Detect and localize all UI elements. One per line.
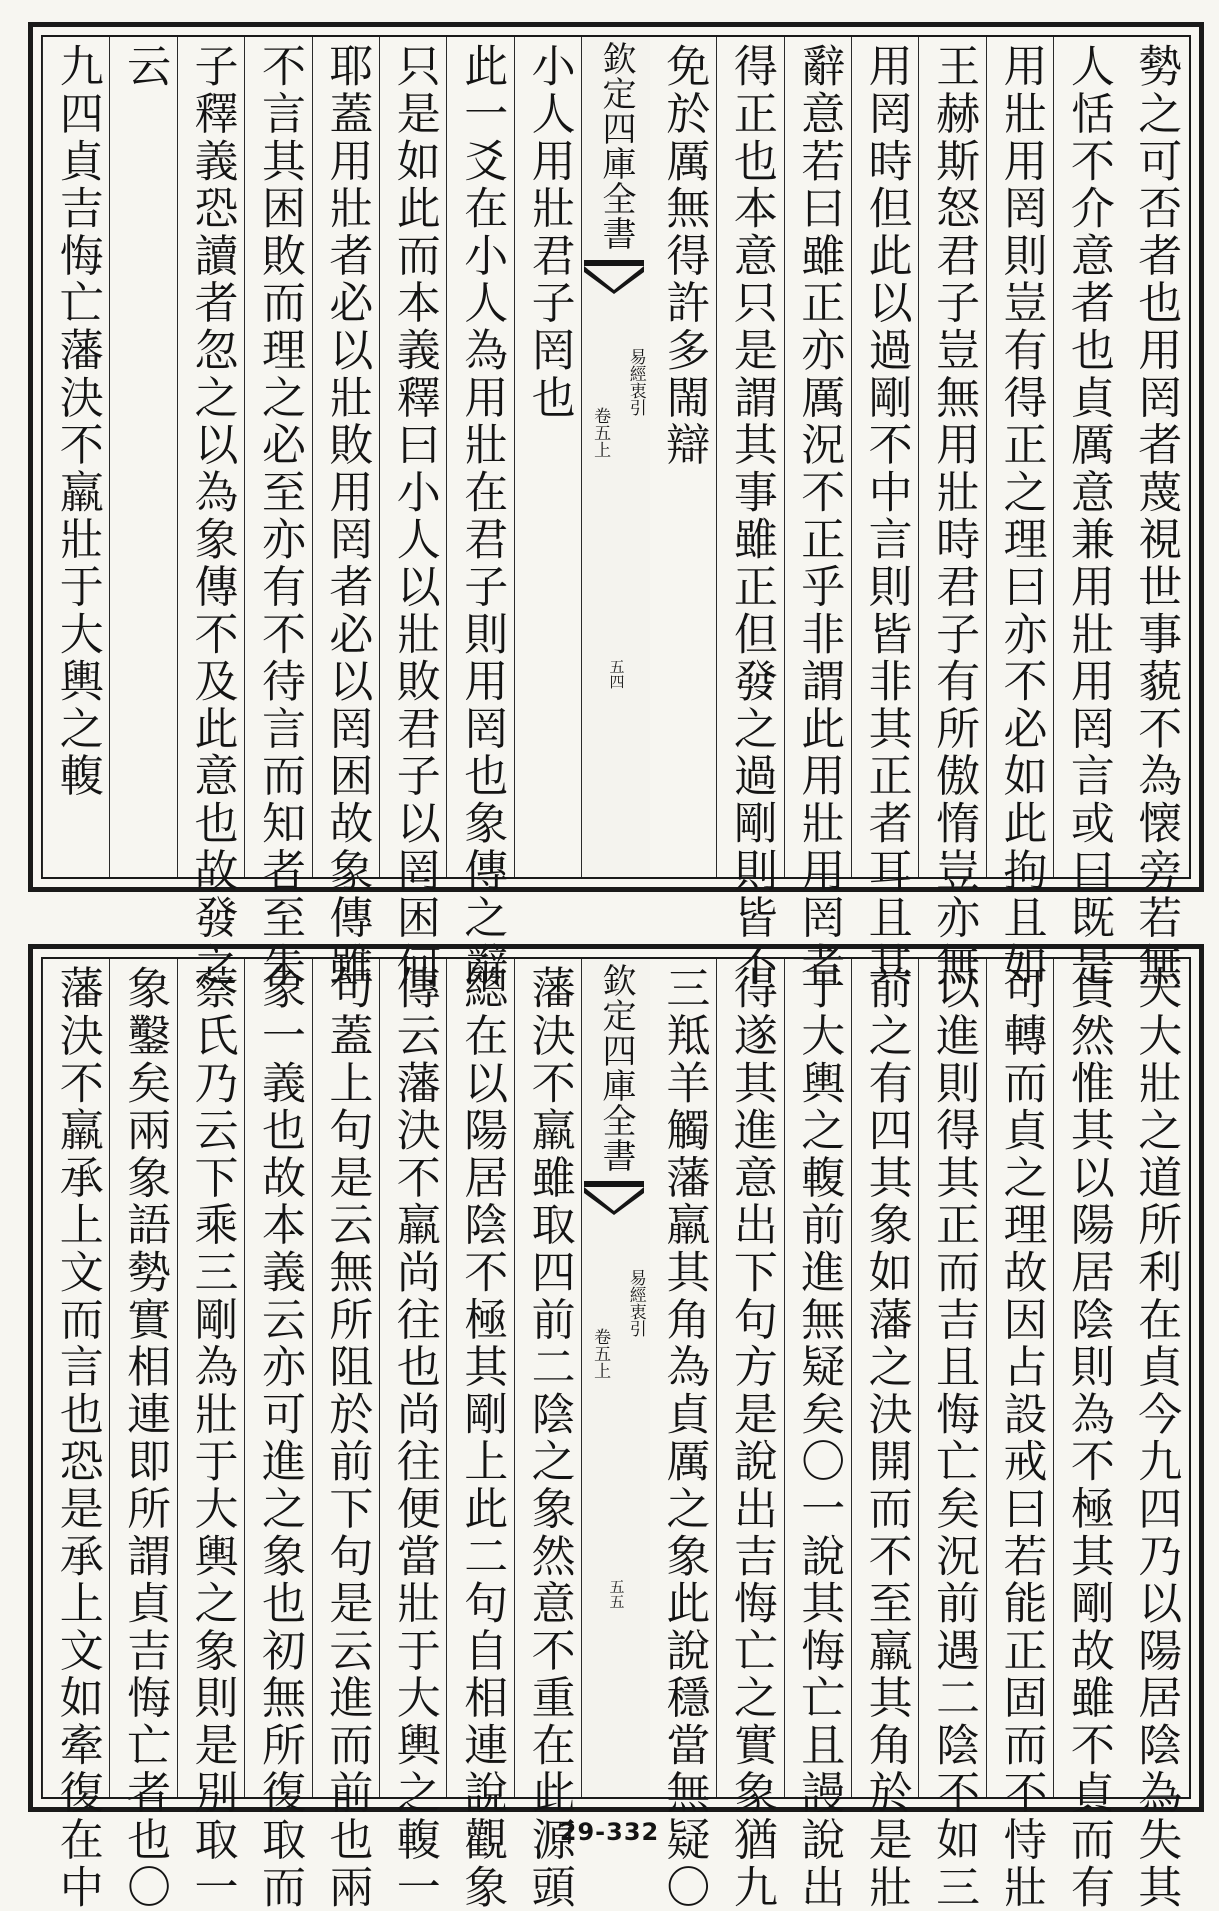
bottom-panel-text-column (177, 959, 245, 1911)
top-panel-column-text: 不言其困敗而理之必至亦有不待言而知者至朱 (253, 43, 305, 989)
bottom-panel-folio-number: 五五 (607, 1579, 626, 1610)
top-panel-text-column (1053, 37, 1121, 989)
top-panel-folio-number: 五四 (607, 658, 626, 689)
bottom-panel-column-text: 蔡氏乃云下乘三剛為壯于大輿之象則是別取一 (186, 965, 238, 1911)
bottom-panel-center-column (581, 959, 649, 1797)
top-panel-text-column (109, 37, 177, 877)
top-panel-book-title: 易經衷引 (625, 347, 646, 416)
top-panel-column-text: 子釋義恐讀者忽之以為象傳不及此意也故發之 (186, 43, 238, 989)
bottom-panel-column-text: 三羝羊觸藩羸其角為貞厲之象此說穩當無疑〇 (658, 965, 710, 1911)
bottom-panel-text-column (784, 959, 852, 1911)
bottom-panel-text-column (42, 959, 110, 1911)
bottom-panel-text-column (446, 959, 514, 1911)
top-panel-text-column (312, 37, 380, 989)
bottom-panel-text-column (244, 959, 312, 1911)
top-panel-text-column (851, 37, 919, 989)
top-panel-columns (43, 37, 1189, 989)
bottom-panel-book-title: 易經衷引 (625, 1269, 646, 1338)
top-panel-text-column (986, 37, 1054, 989)
bottom-panel-text-column (109, 959, 177, 1911)
top-panel-volume-label: 卷五上 (590, 406, 611, 458)
bottom-panel-text-column (312, 959, 380, 1911)
top-panel-text-column (446, 37, 514, 989)
top-panel-column-text: 小人用壯君子罔也 (523, 43, 575, 422)
top-panel (28, 22, 1204, 989)
top-panel-column-text: 云 (119, 43, 171, 91)
top-panel-text-column (716, 37, 784, 989)
top-panel-text-column (42, 37, 110, 877)
top-panel-center-column (581, 37, 649, 877)
top-panel-text-column (244, 37, 312, 989)
top-panel-column-text: 九四貞吉悔亡藩決不羸壯于大輿之輹 (51, 43, 103, 800)
bottom-panel-column-text: 藩決不羸承上文而言也恐是承上文如牽復在中 (51, 965, 103, 1911)
bottom-panel-column-text: 以進則得其正而吉且悔亡矣況前遇二陰不如三 (928, 965, 980, 1911)
page-number: 29-332 (559, 1818, 660, 1846)
bottom-panel-text-column (986, 959, 1054, 1911)
top-panel-frame (41, 35, 1191, 989)
top-panel-text-column (514, 37, 582, 877)
top-panel-column-text: 此一爻在小人為用壯在君子則用罔也象傳之辭 (456, 43, 508, 989)
top-panel-column-text: 王赫斯怒君子豈無用壯時君子有所傲惰豈亦無 (928, 43, 980, 989)
bottom-panel-fishtail-ornament (584, 1181, 644, 1215)
top-panel-column-text: 耶蓋用壯者必以壯敗用罔者必以罔困故象傳雖 (321, 43, 373, 989)
top-panel-text-column (649, 37, 717, 877)
top-panel-text-column (918, 37, 986, 989)
top-panel-column-text: 免於厲無得許多閙辯 (658, 43, 710, 469)
top-panel-center-title: 欽定四庫全書 (596, 41, 637, 251)
bottom-panel-text-column (918, 959, 986, 1911)
bottom-panel-text-column (716, 959, 784, 1911)
bottom-panel-column-text: 象一義也故本義云亦可進之象也初無所復取而 (253, 965, 305, 1911)
top-panel-column-text: 用罔時但此以過剛不中言則皆非其正者耳且其 (860, 43, 912, 989)
top-panel-text-column (177, 37, 245, 989)
top-panel-text-column (379, 37, 447, 989)
bottom-panel-column-text: 傳云藩決不羸尚往也尚往便當壯于大輿之輹一 (388, 965, 440, 1911)
top-panel-column-text: 人恬不介意者也貞厲意兼用壯用罔言或曰既是 (1062, 43, 1114, 989)
bottom-panel-column-text: 得遂其進意出下句方是說出吉悔亡之實象猶九 (725, 965, 777, 1911)
bottom-panel-column-text: 貞然惟其以陽居陰則為不極其剛故雖不貞而有 (1062, 965, 1114, 1911)
top-panel-fishtail-ornament (584, 260, 644, 294)
bottom-panel-column-text: 句蓋上句是云無所阻於前下句是云進而前也兩 (321, 965, 373, 1911)
bottom-panel-column-text: 藩決不羸雖取四前二陰之象然意不重在此源頭 (523, 965, 575, 1911)
top-panel-text-column (1122, 37, 1189, 989)
bottom-panel-column-text: 可轉而貞之理故因占設戒曰若能正固而不恃壯 (995, 965, 1047, 1911)
bottom-panel-text-column (851, 959, 919, 1911)
bottom-panel-column-text: 夫大壯之道所利在貞今九四乃以陽居陰為失其 (1130, 965, 1182, 1911)
top-panel-column-text: 勢之可否者也用罔者蔑視世事藐不為懐旁若無 (1130, 43, 1182, 989)
bottom-panel-text-column (1053, 959, 1121, 1911)
bottom-panel-volume-label: 卷五上 (590, 1327, 611, 1379)
bottom-panel-text-column (649, 959, 717, 1911)
bottom-panel-column-text: 象鑿矣兩象語勢實相連即所謂貞吉悔亡者也〇 (119, 965, 171, 1911)
bottom-panel-text-column (379, 959, 447, 1911)
bottom-panel-text-column (514, 959, 582, 1911)
top-panel-text-column (784, 37, 852, 989)
bottom-panel-column-text: 總在以陽居陰不極其剛上此二句自相連說觀象 (456, 965, 508, 1911)
top-panel-column-text: 得正也本意只是謂其事雖正但發之過剛則皆不 (725, 43, 777, 989)
bottom-panel-center-title: 欽定四庫全書 (596, 963, 637, 1173)
bottom-panel-column-text: 于大輿之輹前進無疑矣〇一說其悔亡且謾說出 (793, 965, 845, 1911)
top-panel-column-text: 用壯用罔則豈有得正之理曰亦不必如此拘且如 (995, 43, 1047, 989)
top-panel-column-text: 辭意若曰雖正亦厲況不正乎非謂此用壯用罔者 (793, 43, 845, 989)
top-panel-column-text: 只是如此而本義釋曰小人以壯敗君子以罔困何 (388, 43, 440, 989)
bottom-panel-column-text: 前之有四其象如藩之決開而不至羸其角於是壯 (860, 965, 912, 1911)
bottom-panel-text-column (1122, 959, 1189, 1911)
